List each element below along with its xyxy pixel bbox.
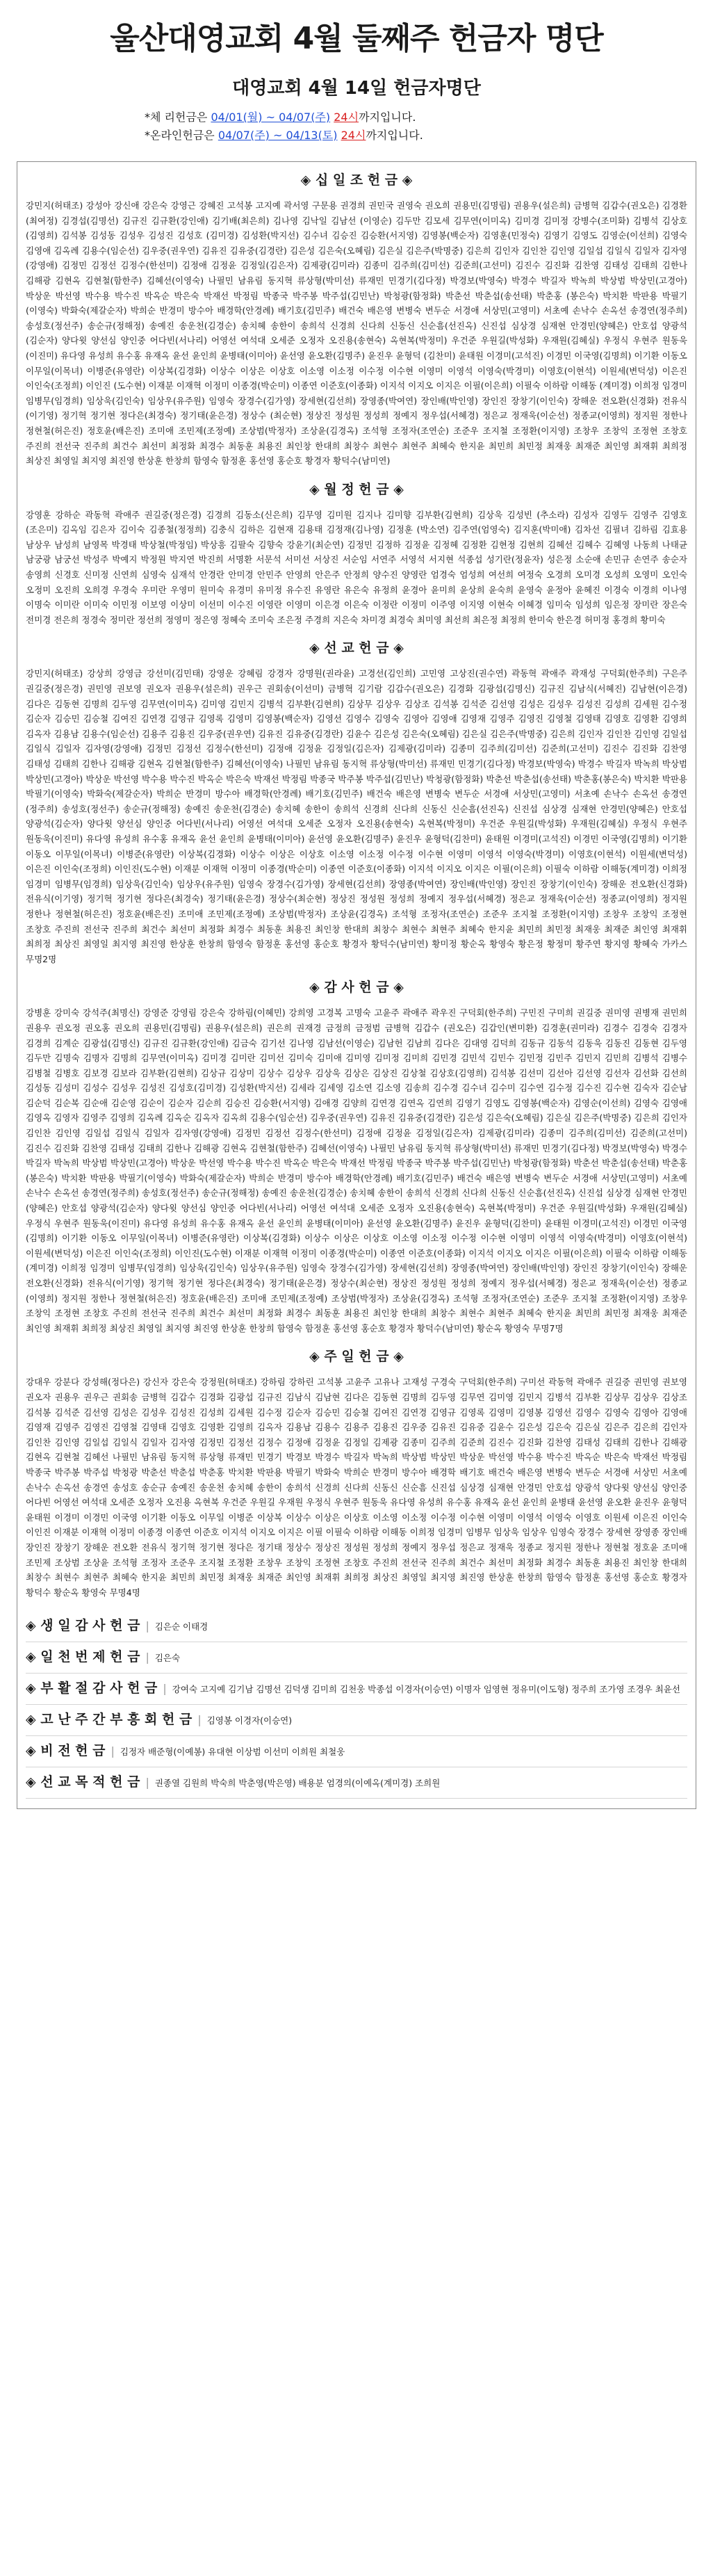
row-label: ◈ 부 활 절 감 사 헌 금 [26, 1680, 158, 1696]
row-names: 권종열 김원희 박숙희 박춘영(박은영) 배용분 엄경의(이예옥(계미경) 조희원 [154, 1778, 441, 1789]
row-separator: | [145, 1619, 149, 1633]
notice-date-range: 04/01(월) ~ 04/07(주) [211, 111, 331, 124]
donor-names: 강민지(허태조) 강성아 강신애 강은숙 강영근 강혜진 고석봉 고지예 곽서영 구문용 권경희 권민국 권영숙 권오희 권용민(김명림) 권용우(설은희) 금병혁 김갑수(권오은) 김경환(최여정) 김경섭(김명선) 김규진 김규환(강인애) 김기배(최은희) 김나영 김낙일 김남선 (이영순) 김두만 김모세 김무연(이미옥) 김미경 김미정 강병수(조미화) 김병석 김상호(김영희) 김석봉 김성동 김성우 김성진 김성호 (김미경) 김성환(박지선) 김수녀 김승진 김승환(서지영) 김영봉(백순자) 김영훈(민정숙) 김영기 김영도 김영순(이선희) 김영숙 김영애 김옥례 김용수(임순선) 김우중(권우연) 김유진 김유중(김경란) 김은성 김은숙(오혜림) 김은실 김은주(박명중) 김은희 김인자 김인찬 김인영 김일섭 김일식 김일자 김자영(강영애) 김정민 김정선 김정수(한선미) 김정애 김정윤 김정일(김은자) 김제광(김미라) 김종미 김주희(김미선) 김준희(고선미) 김진수 김진화 김찬영 김태성 김태희 김한나 김해광 김현옥 김현철(함한주) 김혜선(이영숙) 나필민 남유림 동지혁 류상형(박미선) 류재민 민경기(김다정) 박경보(박영숙) 박경수 박길자 박녹희 박상범 박상민(고경아) 박상운 박선영 박수용 박수진 박옥순 박은숙 박재선 박정림 박종국 박주봉 박주섭(김민난) 박청광(함정화) 박춘선 박춘섭(송선태) 박춘홍 (봉은숙) 박치환 박판용 박필기(이영숙) 박화숙(제갈순자) 박희순 반경미 방수아 배경학(안경례) 배기호(김민주) 배건숙 배은영 변병숙 변두순 서경애 서상민(고영미) 서초예 손낙수 손옥선 송경연(정주희) 송성호(정선주) 송순규(정해정) 송예진 송운천(김경순) 송치혜 송한이 송희석 신경희 신다희 신동신 신순흠(선진옥) 신진섭 심상경 심재현 안경민(양혜은) 안호섭 양광석(김순자) 양다윗 양선심 양인중 어다빈(서나리) 어영선 여석대 오세준 오정자 오진용(송현숙) 옥현복(박정미) 우건준 우원길(박성화) 우재원(김혜실) 우정식 우현주 원동욱(이진미) 유다영 유성희 유수홍 유재옥 윤선 윤인희 윤병태(이미아) 윤선영 윤오환(김명주) 윤진우 윤형덕 (김찬미) 윤태원 이경미(고석진) 이경민 이국영(김명희) 이기환 이동오 이무일(이목녀) 이병준(유영란) 이상복(김경화) 이상수 이상은 이상호 이소영 이소정 이수정 이수현 이영미 이영석 이영숙(박경미) 이영호(이현석) 이원세(변덕성) 이은진 이인숙(조정희) 이인진 (도수현) 이재분 이재혁 이정미 이종경(박순미) 이종연 이준호(이종화) 이지석 이지오 이지은 이필(이은희) 이필숙 이하람 이해동 (계미경) 이희정 임경미 임병무(임경희) 임상욱(김인숙) 임상우(유주원) 임영숙 장경수(김가영) 장세현(김선희) 장영종(박여연) 장인배(박인영) 장인진 장창기(이인숙) 장해운 전오환(신경화) 전유식(이기영) 정기혁 정기현 정다은(최경숙) 정기태(윤은경) 정상수 (최순현) 정상진 정성원 정성희 정예지 정우섭(서혜경) 정은교 정재욱(이순선) 정종교(이영희) 정지원 정한나 정현철(허은진) 정호윤(배은진) 조미애 조민제(조정예) 조상범(박정자) 조상윤(김경옥) 조석형 조정자(조연순) 조준우 조지철 조정환(이지영) 조창우 조창익 조정현 조창호 주진희 전선국 진주희 최건수 최선미 최정화 최경수 최동훈 최용진 최인창 한대희 최창수 최현수 최현주 최혜숙 한지윤 최민희 최민정 최재웅 최재준 최인영 최재휘 최희정 최상진 최영일 최지영 최진영 한상훈 한창희 함영숙 함정훈 홍선영 홍순호 황경자 황덕수(남미연) [26, 200, 687, 467]
row-passion-week-offering [26, 1705, 687, 1736]
notice-time: 24시 [334, 111, 359, 124]
section-thanksgiving [26, 978, 687, 1336]
section-heading: ◈ 월 정 헌 금 ◈ [309, 481, 404, 497]
section-tithe [26, 170, 687, 469]
row-names: 강여숙 고지예 김기남 김명선 김덕생 김미희 김천웅 박종섭 이경자(이승연) 이명자 임영현 정유미(이도형) 정주희 조가영 조경우 최윤선 [172, 1684, 680, 1695]
notice-line-online [145, 127, 568, 145]
donor-names: 강대우 강분다 강성해(정다은) 강신자 강은숙 강정원(허태조) 강하림 강하린 고석봉 고윤주 고유나 고재성 구경숙 구덕회(한주희) 구미선 곽동혁 곽애주 권길중 권민영 권보영 권오자 권용우 권우근 권회송 금병혁 김갑수 김경화 김광섭 김규진 김남식 김남현 김다은 김동현 김명희 김두영 김무연 김미영 김민지 김병석 김부환 김상무 김상우 김상조 김석봉 김석준 김선영 김성은 김성우 김성진 김성희 김세원 김수정 김순자 김승민 김승철 김여진 김연경 김영규 김영록 김영미 김영봉 김영선 김영수 김영숙 김영아 김영애 김영재 김영주 김영진 김영철 김영태 김영호 김영환 김영희 김옥자 김용남 김용수 김용주 김용진 김우중 김유진 김유중 김윤수 김은성 김은숙 김은실 김은주 김은희 김인자 김인찬 김인영 김일섭 김일식 김일자 김자영 김정민 김정선 김정수 김정애 김정윤 김정일 김제광 김종미 김주희 김준희 김진수 김진화 김찬영 김태성 김태희 김한나 김해광 김현옥 김현철 김혜선 나필민 남유림 동지혁 류상형 류재민 민경기 박경보 박경수 박길자 박녹희 박상범 박상민 박상운 박선영 박수용 박수진 박옥순 박은숙 박재선 박정림 박종국 박주봉 박주섭 박청광 박춘선 박춘섭 박춘홍 박치환 박판용 박필기 박화숙 박희순 반경미 방수아 배경학 배기호 배건숙 배은영 변병숙 변두순 서경애 서상민 서초예 손낙수 손옥선 송경연 송성호 송순규 송예진 송운천 송치혜 송한이 송희석 신경희 신다희 신동신 신순흠 신진섭 심상경 심재현 안경민 안호섭 양광석 양다윗 양선심 양인중 어다빈 어영선 여석대 오세준 오정자 오진용 옥현복 우건준 우원길 우재원 우정식 우현주 원동욱 유다영 유성희 유수홍 유재옥 윤선 윤인희 윤병태 윤선영 윤오환 윤진우 윤형덕 윤태원 이경미 이경민 이국영 이기환 이동오 이무일 이병준 이상복 이상수 이상은 이상호 이소영 이소정 이수정 이수현 이영미 이영석 이영숙 이영호 이원세 이은진 이인숙 이인진 이재분 이재혁 이정미 이종경 이종연 이준호 이지석 이지오 이지은 이필 이필숙 이하람 이해동 이희정 임경미 임병무 임상욱 임상우 임영숙 장경수 장세현 장영종 장인배 장인진 장창기 장해운 전오환 전유식 정기혁 정기현 정다은 정기태 정상수 정상진 정성원 정성희 정예지 정우섭 정은교 정재욱 정종교 정지원 정한나 정현철 정호윤 조미애 조민제 조상범 조상윤 조석형 조정자 조준우 조지철 조정환 조창우 조창익 조정현 조창호 주진희 전선국 진주희 최건수 최선미 최정화 최경수 최동훈 최용진 최인창 한대희 최창수 최현수 최현주 최혜숙 한지윤 최민희 최민정 최재웅 최재준 최인영 최재휘 최희정 최상진 최영일 최지영 최진영 한상훈 한창희 함영숙 함정훈 홍선영 홍순호 황경자 황덕수 황순옥 황영숙 무명4명 [26, 1377, 687, 1598]
section-sunday [26, 1347, 687, 1600]
notice-line-physical [145, 108, 568, 127]
notice-suffix: 까지입니다. [366, 129, 423, 142]
row-separator: | [145, 1776, 149, 1790]
row-label: ◈ 일 천 번 제 헌 금 [26, 1649, 140, 1665]
row-separator: | [145, 1651, 149, 1664]
notice-suffix: 까지입니다. [359, 111, 416, 124]
section-mission [26, 638, 687, 966]
row-vision-offering [26, 1736, 687, 1767]
row-label: ◈ 생 일 감 사 헌 금 [26, 1618, 140, 1634]
page-subtitle: 대영교회 4월 14일 헌금자명단 [232, 78, 481, 99]
row-separator: | [110, 1744, 115, 1758]
row-separator: | [197, 1713, 202, 1727]
notice-time: 24시 [341, 129, 366, 142]
section-heading: ◈ 선 교 헌 금 ◈ [309, 640, 404, 656]
row-names: 김영봉 이경자(이승연) [206, 1715, 293, 1726]
notice-date-range: 04/07(주) ~ 04/13(토) [218, 129, 338, 142]
section-heading: ◈ 주 일 헌 금 ◈ [309, 1349, 404, 1365]
notice-prefix: *온라인헌금은 [145, 129, 218, 142]
page-title: 울산대영교회 4월 둘째주 헌금자 명단 [110, 21, 603, 56]
donor-names: 강영훈 강하순 곽동혁 곽애주 권길중(정은경) 김경희 김동소(신은희) 김무영 김미원 김지나 김미향 김부환(김현희) 김상욱 김성빈 (추소라) 김성자 김영두 김영주 김영호(조은미) 김옥임 김은자 김이숙 김종철(정정희) 김충식 김하은 김현재 김용태 김정재(김나영) 김정훈 (박소연) 김주연(엄영숙) 김지훈(박미애) 김차선 김필녀 김하림 김효용 남상우 남성희 남영목 박경태 박상철(박정임) 박상흥 김팔숙 김향숙 강윤기(최순연) 김정민 김정하 김정윤 김정혜 김정환 김현정 김현희 김혜선 김혜수 김혜영 나동희 나태균 남궁광 남궁선 박성주 박예지 박정원 박지연 박진희 서명환 서문석 서미선 서상진 서순임 서연주 서영석 서지현 석종섭 성기란(정윤자) 성은정 소순애 손민규 손연주 송순자 송영희 신경호 신미정 신연희 심영숙 심재석 안경란 안미경 안민주 안영희 안은주 안정희 양수진 양영란 엄경숙 엄성희 여선희 여정숙 오경희 오미경 오성희 오영미 오인숙 오정미 오진희 오희경 우경숙 우미란 우영미 원미숙 유경미 유미정 유수진 유영란 유은숙 유정희 윤경아 윤미희 윤상희 윤숙희 윤영숙 윤정아 윤혜진 이경숙 이경희 이나영 이명숙 이미란 이미숙 이민정 이보영 이상미 이선미 이수진 이영란 이영미 이은경 이은숙 이정란 이정미 이주영 이지영 이현숙 이혜경 임미숙 임성희 임은정 장미란 장은숙 전미경 전은희 정경숙 정미란 정선희 정영미 정은영 정혜숙 조미숙 조은정 주경희 지은숙 차미경 최경숙 최미영 최선희 최은정 최정희 한미숙 한은경 허미정 홍경희 황미숙 [26, 509, 687, 625]
row-mission-purpose-offering [26, 1767, 687, 1799]
donor-list-box [17, 161, 696, 1809]
row-label: ◈ 고 난 주 간 부 흥 회 헌 금 [26, 1712, 192, 1728]
row-separator: | [163, 1682, 167, 1696]
offering-period-notice [145, 108, 568, 145]
row-names: 김정자 배준형(이예봉) 유대현 이상범 이선미 이희원 최철웅 [120, 1747, 345, 1758]
row-label: ◈ 비 전 헌 금 [26, 1743, 106, 1759]
row-names: 김은숙 [154, 1653, 181, 1664]
section-monthly [26, 480, 687, 628]
donor-names: 강병훈 강미숙 강석주(최명신) 강영준 강영림 강은숙 강하림(이혜민) 강희영 고경복 고명숙 고윤주 곽애주 곽우진 구덕회(한주희) 구민진 구미희 권길중 권미영 권병재 권민희 권용우 권오정 권오홍 권오희 권용민(김명림) 권용우(설은희) 권은희 권재경 금정희 금정범 금병혁 김갑수 (권오은) 김갑인(변미환) 김경훈(권미라) 김경수 김경숙 김경자 김경희 김계순 김광섭(김명신) 김규진 김규환(강인애) 김금숙 김기선 김나영 김남선(이영순) 김남헌 김남희 김다은 김대영 김덕희 김동규 김동석 김동욱 김동진 김동현 김두영 김두만 김명숙 김명자 김명희 김무연(이미옥) 김미경 김미란 김미선 김미숙 김미애 김미영 김미정 김미희 김민경 김민석 김민수 김민정 김민주 김민지 김민희 김병석 김병수 김병철 김병호 김보경 김보라 김부환(김현희) 김상규 김상미 김상수 김상우 김상욱 김상은 김상진 김상철 김상호(김영희) 김석봉 김선미 김선아 김선영 김선자 김선화 김선희 김성동 김성미 김성수 김성우 김성진 김성호(김미경) 김성환(박지선) 김세라 김세영 김소연 김소영 김송희 김수경 김수녀 김수미 김수연 김수정 김수진 김수현 김숙자 김순남 김순덕 김순복 김순애 김순영 김순이 김순자 김순희 김승진 김승환(서지영) 김애경 김양희 김연경 김연옥 김연희 김영기 김영도 김영봉(백순자) 김영순(이선희) 김영숙 김영애 김영옥 김영자 김영주 김영희 김옥례 김옥순 김옥자 김옥희 김용수(임순선) 김우중(권우연) 김유진 김유중(김경란) 김은성 김은숙(오혜림) 김은실 김은주(박명중) 김은희 김인자 김인찬 김인영 김일섭 김일식 김일자 김자영(강영애) 김정민 김정선 김정수(한선미) 김정애 김정윤 김정일(김은자) 김제광(김미라) 김종미 김주희(김미선) 김준희(고선미) 김진수 김진화 김찬영 김태성 김태희 김한나 김해광 김현옥 김현철(함한주) 김혜선(이영숙) 나필민 남유림 동지혁 류상형(박미선) 류재민 민경기(김다정) 박경보(박영숙) 박경수 박길자 박녹희 박상범 박상민(고경아) 박상운 박선영 박수용 박수진 박옥순 박은숙 박재선 박정림 박종국 박주봉 박주섭(김민난) 박청광(함정화) 박춘선 박춘섭(송선태) 박춘홍(봉은숙) 박치환 박판용 박필기(이영숙) 박화숙(제갈순자) 박희순 반경미 방수아 배경학(안경례) 배기호(김민주) 배건숙 배은영 변병숙 변두순 서경애 서상민(고영미) 서초예 손낙수 손옥선 송경연(정주희) 송성호(정선주) 송순규(정해정) 송예진 송운천(김경순) 송치혜 송한이 송희석 신경희 신다희 신동신 신순흠(선진옥) 신진섭 심상경 심재현 안경민(양혜은) 안호섭 양광석(김순자) 양다윗 양선심 양인중 어다빈(서나리) 어영선 여석대 오세준 오정자 오진용(송현숙) 옥현복(박정미) 우건준 우원길(박성화) 우재원(김혜실) 우정식 우현주 원동욱(이진미) 유다영 유성희 유수홍 유재옥 윤선 윤인희 윤병태(이미아) 윤선영 윤오환(김명주) 윤진우 윤형덕(김찬미) 윤태원 이경미(고석진) 이경민 이국영(김명희) 이기환 이동오 이무일(이목녀) 이병준(유영란) 이상복(김경화) 이상수 이상은 이상호 이소영 이소정 이수정 이수현 이영미 이영석 이영숙(박경미) 이영호(이현석) 이원세(변덕성) 이은진 이인숙(조정희) 이인진(도수현) 이재분 이재혁 이정미 이종경(박순미) 이종연 이준호(이종화) 이지석 이지오 이지은 이필(이은희) 이필숙 이하람 이해동(계미경) 이희정 임경미 임병무(임경희) 임상욱(김인숙) 임상우(유주원) 임영숙 장경수(김가영) 장세현(김선희) 장영종(박여연) 장인배(박인영) 장인진 장창기(이인숙) 장해운 전오환(신경화) 전유식(이기영) 정기혁 정기현 정다은(최경숙) 정기태(윤은경) 정상수(최순현) 정상진 정성원 정성희 정예지 정우섭(서혜경) 정은교 정재욱(이순선) 정종교(이영희) 정지원 정한나 정현철(허은진) 정호윤(배은진) 조미애 조민제(조정예) 조상범(박정자) 조상윤(김경옥) 조석형 조정자(조연순) 조준우 조지철 조정환(이지영) 조창우 조창익 조정현 조창호 주진희 전선국 진주희 최건수 최선미 최정화 최경수 최동훈 최용진 최인창 한대희 최창수 최현수 최현주 최혜숙 한지윤 최민희 최민정 최재웅 최재준 최인영 최재휘 최희정 최상진 최영일 최지영 최진영 한상훈 한창희 함영숙 함정훈 홍선영 홍순호 황경자 황덕수(남미연) 황순옥 황영숙 무명7명 [26, 1007, 687, 1334]
special-offerings [26, 1611, 687, 1799]
section-heading: ◈ 십 일 조 헌 금 ◈ [300, 172, 413, 188]
notice-prefix: *체 리헌금은 [145, 111, 211, 124]
row-easter-offering [26, 1674, 687, 1705]
section-heading: ◈ 감 사 헌 금 ◈ [309, 980, 404, 996]
row-birthday-offering [26, 1611, 687, 1642]
row-names: 김은순 이태경 [154, 1621, 208, 1633]
donor-names: 강민지(허태조) 강상희 강영금 강선미(김민태) 강영운 강혜림 강경자 강명원(권라윤) 고경선(김인희) 고민영 고상진(권수연) 곽동혁 곽애주 곽재성 구덕회(한주희) 구은주 권길중(정은경) 권민영 권보영 권오자 권용우(설은희) 권우근 권회송(이선미) 금병혁 김기람 김갑수(권오은) 김경화 김광섭(김명신) 김규진 김남식(서혜진) 김남현(이은경) 김다은 김동현 김명희 김두영 김무연(이미옥) 김미영 김민지 김병석 김부환(김현희) 김상무 김상우 김상조 김석봉 김석준 김선영 김성은 김성우 김성진 김성희 김세원 김수정 김순자 김승민 김승철 김여진 김연경 김영규 김영록 김영미 김영봉(백순자) 김영선 김영수 김영숙 김영아 김영애 김영재 김영주 김영진 김영철 김영태 김영호 김영환 김영희 김옥자 김용남 김용수(임순선) 김용주 김용진 김우중(권우연) 김유진 김유중(김경란) 김윤수 김은성 김은숙(오혜림) 김은실 김은주(박명중) 김은희 김인자 김인찬 김인영 김일섭 김일식 김일자 김자영(강영애) 김정민 김정선 김정수(한선미) 김정애 김정윤 김정일(김은자) 김제광(김미라) 김종미 김주희(김미선) 김준희(고선미) 김진수 김진화 김찬영 김태성 김태희 김한나 김해광 김현옥 김현철(함한주) 김혜선(이영숙) 나필민 남유림 동지혁 류상형(박미선) 류재민 민경기(김다정) 박경보(박영숙) 박경수 박길자 박녹희 박상범 박상민(고경아) 박상운 박선영 박수용 박수진 박옥순 박은숙 박재선 박정림 박종국 박주봉 박주섭(김민난) 박청광(함정화) 박춘선 박춘섭(송선태) 박춘홍(봉은숙) 박치환 박판용 박필기(이영숙) 박화숙(제갈순자) 박희순 반경미 방수아 배경학(안경례) 배기호(김민주) 배건숙 배은영 변병숙 변두순 서경애 서상민(고영미) 서초예 손낙수 손옥선 송경연(정주희) 송성호(정선주) 송순규(정해정) 송예진 송운천(김경순) 송치혜 송한이 송희석 신경희 신다희 신동신 신순흠(선진옥) 신진섭 심상경 심재현 안경민(양혜은) 안호섭 양광석(김순자) 양다윗 양선심 양인중 어다빈(서나리) 어영선 여석대 오세준 오정자 오진용(송현숙) 옥현복(박정미) 우건준 우원길(박성화) 우재원(김혜실) 우정식 우현주 원동욱(이진미) 유다영 유성희 유수홍 유재옥 윤선 윤인희 윤병태(이미아) 윤선영 윤오환(김명주) 윤진우 윤형덕(김찬미) 윤태원 이경미(고석진) 이경민 이국영(김명희) 이기환 이동오 이무일(이목녀) 이병준(유영란) 이상복(김경화) 이상수 이상은 이상호 이소영 이소정 이수정 이수현 이영미 이영석 이영숙(박경미) 이영호(이현석) 이원세(변덕성) 이은진 이인숙(조정희) 이인진(도수현) 이재분 이재혁 이정미 이종경(박순미) 이종연 이준호(이종화) 이지석 이지오 이지은 이필(이은희) 이필숙 이하람 이해동(계미경) 이희정 임경미 임병무(임경희) 임상욱(김인숙) 임상우(유주원) 임영숙 장경수(김가영) 장세현(김선희) 장영종(박여연) 장인배(박인영) 장인진 장창기(이인숙) 장해운 전오환(신경화) 전유식(이기영) 정기혁 정기현 정다은(최경숙) 정기태(윤은경) 정상수(최순현) 정상진 정성원 정성희 정예지 정우섭(서혜경) 정은교 정재욱(이순선) 정종교(이영희) 정지원 정한나 정현철(허은진) 정호윤(배은진) 조미애 조민제(조정예) 조상범(박정자) 조상윤(김경옥) 조석형 조정자(조연순) 조준우 조지철 조정환(이지영) 조창우 조창익 조정현 조창호 주진희 전선국 진주희 최건수 최선미 최정화 최경수 최동훈 최용진 최인창 한대희 최창수 최현수 최현주 최혜숙 한지윤 최민희 최민정 최재웅 최재준 최인영 최재휘 최희정 최상진 최영일 최지영 최진영 한상훈 한창희 함영숙 함정훈 홍선영 홍순호 황경자 황덕수(남미연) 황미정 황순옥 황영숙 황은정 황정미 황주연 황지영 황혜숙 가카스 무명2명 [26, 668, 687, 964]
row-label: ◈ 선 교 목 적 헌 금 [26, 1774, 140, 1790]
row-thousand-offering [26, 1642, 687, 1674]
